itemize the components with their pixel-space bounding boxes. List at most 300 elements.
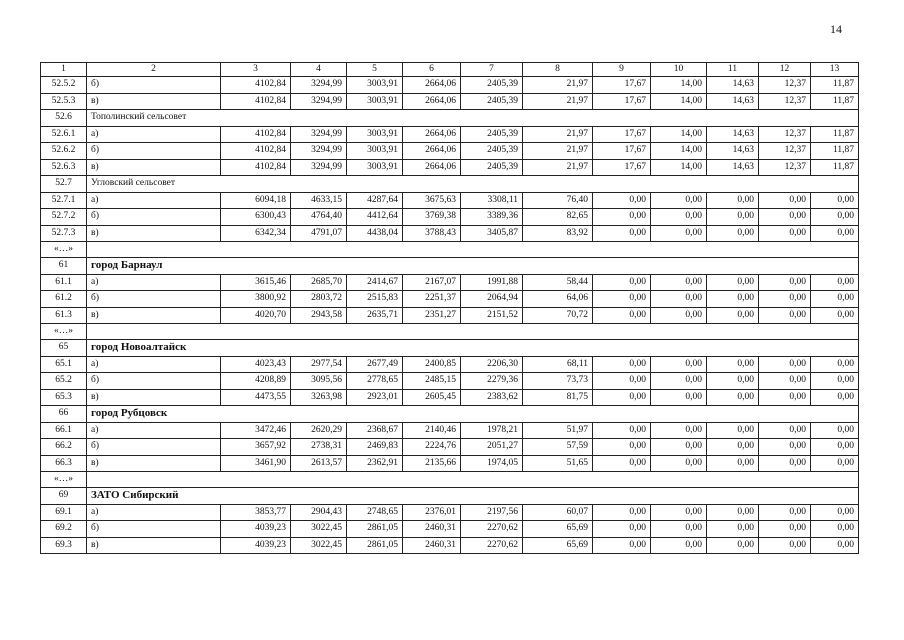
value-cell: 81,75 <box>523 389 593 406</box>
value-cell: 2405,39 <box>461 126 523 143</box>
value-cell: 0,00 <box>593 356 651 373</box>
value-cell: 0,00 <box>651 274 707 291</box>
row-code: 66.2 <box>41 439 87 456</box>
value-cell: 0,00 <box>593 209 651 226</box>
row-code: 52.6.3 <box>41 159 87 176</box>
ellipsis-mark: «…» <box>41 242 87 258</box>
section-code: 52.7 <box>41 176 87 193</box>
value-cell: 21,97 <box>523 159 593 176</box>
value-cell: 17,67 <box>593 126 651 143</box>
section-name: город Новоалтайск <box>87 340 859 357</box>
section-row <box>41 340 859 357</box>
value-cell: 2469,83 <box>347 439 403 456</box>
row-subitem: а) <box>87 422 221 439</box>
value-cell: 4764,40 <box>291 209 347 226</box>
value-cell: 0,00 <box>651 192 707 209</box>
header-cell: 5 <box>347 63 403 77</box>
table-row <box>41 373 859 390</box>
value-cell: 12,37 <box>759 159 811 176</box>
value-cell: 4102,84 <box>221 93 291 110</box>
value-cell: 14,00 <box>651 93 707 110</box>
row-code: 52.6.2 <box>41 143 87 160</box>
value-cell: 3294,99 <box>291 143 347 160</box>
value-cell: 0,00 <box>759 225 811 242</box>
value-cell: 0,00 <box>759 274 811 291</box>
value-cell: 64,06 <box>523 291 593 308</box>
value-cell: 14,63 <box>707 77 759 94</box>
value-cell: 0,00 <box>593 291 651 308</box>
value-cell: 0,00 <box>651 373 707 390</box>
value-cell: 6094,18 <box>221 192 291 209</box>
value-cell: 0,00 <box>759 537 811 554</box>
value-cell: 0,00 <box>811 307 859 324</box>
value-cell: 2376,01 <box>403 504 461 521</box>
value-cell: 17,67 <box>593 143 651 160</box>
value-cell: 0,00 <box>811 389 859 406</box>
value-cell: 0,00 <box>759 422 811 439</box>
table-row <box>41 521 859 538</box>
header-cell: 7 <box>461 63 523 77</box>
table-row <box>41 504 859 521</box>
value-cell: 0,00 <box>651 209 707 226</box>
value-cell: 4020,70 <box>221 307 291 324</box>
section-name: город Рубцовск <box>87 406 859 423</box>
table-row <box>41 225 859 242</box>
value-cell: 3095,56 <box>291 373 347 390</box>
value-cell: 0,00 <box>593 274 651 291</box>
value-cell: 3003,91 <box>347 143 403 160</box>
value-cell: 0,00 <box>651 389 707 406</box>
value-cell: 3853,77 <box>221 504 291 521</box>
value-cell: 2861,05 <box>347 537 403 554</box>
row-subitem: в) <box>87 225 221 242</box>
value-cell: 0,00 <box>811 537 859 554</box>
value-cell: 1974,05 <box>461 455 523 472</box>
value-cell: 3003,91 <box>347 93 403 110</box>
row-code: 65.1 <box>41 356 87 373</box>
value-cell: 3308,11 <box>461 192 523 209</box>
header-cell: 12 <box>759 63 811 77</box>
value-cell: 0,00 <box>811 356 859 373</box>
value-cell: 2635,71 <box>347 307 403 324</box>
value-cell: 0,00 <box>811 291 859 308</box>
value-cell: 4438,04 <box>347 225 403 242</box>
value-cell: 3800,92 <box>221 291 291 308</box>
header-cell: 6 <box>403 63 461 77</box>
value-cell: 0,00 <box>707 422 759 439</box>
section-row <box>41 258 859 275</box>
value-cell: 0,00 <box>593 439 651 456</box>
value-cell: 0,00 <box>651 504 707 521</box>
row-subitem: б) <box>87 143 221 160</box>
value-cell: 3003,91 <box>347 159 403 176</box>
value-cell: 2351,27 <box>403 307 461 324</box>
value-cell: 4791,07 <box>291 225 347 242</box>
header-cell: 4 <box>291 63 347 77</box>
row-code: 52.6.1 <box>41 126 87 143</box>
value-cell: 3657,92 <box>221 439 291 456</box>
value-cell: 0,00 <box>811 521 859 538</box>
row-code: 69.1 <box>41 504 87 521</box>
section-code: 61 <box>41 258 87 275</box>
value-cell: 4102,84 <box>221 77 291 94</box>
value-cell: 0,00 <box>593 521 651 538</box>
value-cell: 4023,43 <box>221 356 291 373</box>
row-subitem: в) <box>87 537 221 554</box>
value-cell: 51,97 <box>523 422 593 439</box>
value-cell: 14,00 <box>651 159 707 176</box>
row-code: 65.3 <box>41 389 87 406</box>
value-cell: 17,67 <box>593 159 651 176</box>
value-cell: 21,97 <box>523 126 593 143</box>
value-cell: 4633,15 <box>291 192 347 209</box>
value-cell: 1978,21 <box>461 422 523 439</box>
table-row <box>41 143 859 160</box>
value-cell: 0,00 <box>707 373 759 390</box>
ellipsis-mark: «…» <box>41 324 87 340</box>
row-subitem: в) <box>87 455 221 472</box>
row-code: 61.1 <box>41 274 87 291</box>
value-cell: 4039,23 <box>221 537 291 554</box>
row-subitem: а) <box>87 504 221 521</box>
value-cell: 0,00 <box>759 521 811 538</box>
value-cell: 70,72 <box>523 307 593 324</box>
value-cell: 0,00 <box>707 521 759 538</box>
value-cell: 12,37 <box>759 77 811 94</box>
value-cell: 2738,31 <box>291 439 347 456</box>
table-row <box>41 455 859 472</box>
value-cell: 0,00 <box>651 521 707 538</box>
value-cell: 60,07 <box>523 504 593 521</box>
ellipsis-filler <box>87 242 859 258</box>
value-cell: 0,00 <box>593 504 651 521</box>
value-cell: 0,00 <box>593 373 651 390</box>
section-code: 69 <box>41 488 87 505</box>
value-cell: 2460,31 <box>403 537 461 554</box>
row-code: 52.7.2 <box>41 209 87 226</box>
value-cell: 57,59 <box>523 439 593 456</box>
value-cell: 0,00 <box>811 455 859 472</box>
row-subitem: в) <box>87 389 221 406</box>
value-cell: 2151,52 <box>461 307 523 324</box>
row-subitem: а) <box>87 356 221 373</box>
row-subitem: а) <box>87 126 221 143</box>
value-cell: 0,00 <box>759 192 811 209</box>
value-cell: 4039,23 <box>221 521 291 538</box>
section-row <box>41 406 859 423</box>
header-cell: 1 <box>41 63 87 77</box>
value-cell: 3615,46 <box>221 274 291 291</box>
table-row <box>41 274 859 291</box>
value-cell: 3294,99 <box>291 77 347 94</box>
row-subitem: б) <box>87 373 221 390</box>
section-code: 65 <box>41 340 87 357</box>
value-cell: 0,00 <box>593 192 651 209</box>
value-cell: 0,00 <box>707 192 759 209</box>
value-cell: 4412,64 <box>347 209 403 226</box>
value-cell: 2605,45 <box>403 389 461 406</box>
row-subitem: б) <box>87 209 221 226</box>
value-cell: 0,00 <box>707 307 759 324</box>
value-cell: 0,00 <box>651 422 707 439</box>
row-code: 61.3 <box>41 307 87 324</box>
value-cell: 2460,31 <box>403 521 461 538</box>
value-cell: 2362,91 <box>347 455 403 472</box>
value-cell: 12,37 <box>759 126 811 143</box>
tariff-table <box>40 62 859 554</box>
table-row <box>41 307 859 324</box>
value-cell: 0,00 <box>593 537 651 554</box>
value-cell: 2206,30 <box>461 356 523 373</box>
value-cell: 0,00 <box>593 389 651 406</box>
section-row <box>41 176 859 193</box>
value-cell: 73,73 <box>523 373 593 390</box>
value-cell: 0,00 <box>593 225 651 242</box>
value-cell: 0,00 <box>707 209 759 226</box>
value-cell: 0,00 <box>759 455 811 472</box>
value-cell: 0,00 <box>707 225 759 242</box>
value-cell: 0,00 <box>759 291 811 308</box>
value-cell: 68,11 <box>523 356 593 373</box>
value-cell: 65,69 <box>523 521 593 538</box>
value-cell: 0,00 <box>707 537 759 554</box>
value-cell: 2685,70 <box>291 274 347 291</box>
value-cell: 0,00 <box>759 209 811 226</box>
value-cell: 0,00 <box>651 291 707 308</box>
value-cell: 1991,88 <box>461 274 523 291</box>
value-cell: 2803,72 <box>291 291 347 308</box>
value-cell: 21,97 <box>523 93 593 110</box>
value-cell: 2923,01 <box>347 389 403 406</box>
section-code: 66 <box>41 406 87 423</box>
section-row <box>41 110 859 127</box>
page-number: 14 <box>830 22 842 36</box>
row-subitem: б) <box>87 439 221 456</box>
value-cell: 0,00 <box>811 209 859 226</box>
value-cell: 4473,55 <box>221 389 291 406</box>
value-cell: 11,87 <box>811 159 859 176</box>
value-cell: 0,00 <box>707 504 759 521</box>
value-cell: 2613,57 <box>291 455 347 472</box>
value-cell: 3405,87 <box>461 225 523 242</box>
value-cell: 0,00 <box>811 439 859 456</box>
value-cell: 4102,84 <box>221 126 291 143</box>
row-code: 52.7.1 <box>41 192 87 209</box>
value-cell: 14,00 <box>651 143 707 160</box>
header-cell: 8 <box>523 63 593 77</box>
section-row <box>41 488 859 505</box>
section-code: 52.6 <box>41 110 87 127</box>
value-cell: 2251,37 <box>403 291 461 308</box>
value-cell: 2664,06 <box>403 126 461 143</box>
value-cell: 4102,84 <box>221 143 291 160</box>
value-cell: 0,00 <box>651 439 707 456</box>
value-cell: 0,00 <box>759 356 811 373</box>
value-cell: 0,00 <box>759 389 811 406</box>
table-row <box>41 422 859 439</box>
value-cell: 2051,27 <box>461 439 523 456</box>
value-cell: 6300,43 <box>221 209 291 226</box>
row-subitem: а) <box>87 192 221 209</box>
value-cell: 4102,84 <box>221 159 291 176</box>
ellipsis-filler <box>87 324 859 340</box>
value-cell: 3769,38 <box>403 209 461 226</box>
value-cell: 2778,65 <box>347 373 403 390</box>
table-row <box>41 192 859 209</box>
value-cell: 11,87 <box>811 126 859 143</box>
value-cell: 0,00 <box>811 274 859 291</box>
value-cell: 0,00 <box>707 356 759 373</box>
row-code: 61.2 <box>41 291 87 308</box>
row-code: 69.2 <box>41 521 87 538</box>
value-cell: 2748,65 <box>347 504 403 521</box>
table-row <box>41 356 859 373</box>
value-cell: 14,00 <box>651 126 707 143</box>
value-cell: 17,67 <box>593 77 651 94</box>
ellipsis-row <box>41 324 859 340</box>
value-cell: 14,63 <box>707 93 759 110</box>
row-subitem: в) <box>87 159 221 176</box>
value-cell: 2904,43 <box>291 504 347 521</box>
value-cell: 0,00 <box>811 373 859 390</box>
value-cell: 2368,67 <box>347 422 403 439</box>
header-cell: 2 <box>87 63 221 77</box>
table-row <box>41 77 859 94</box>
ellipsis-filler <box>87 472 859 488</box>
value-cell: 65,69 <box>523 537 593 554</box>
ellipsis-row <box>41 472 859 488</box>
header-row <box>41 63 859 77</box>
value-cell: 3472,46 <box>221 422 291 439</box>
value-cell: 3022,45 <box>291 521 347 538</box>
value-cell: 82,65 <box>523 209 593 226</box>
value-cell: 76,40 <box>523 192 593 209</box>
value-cell: 11,87 <box>811 93 859 110</box>
value-cell: 0,00 <box>707 291 759 308</box>
value-cell: 0,00 <box>593 307 651 324</box>
value-cell: 0,00 <box>651 307 707 324</box>
value-cell: 2485,15 <box>403 373 461 390</box>
value-cell: 2414,67 <box>347 274 403 291</box>
value-cell: 0,00 <box>759 307 811 324</box>
value-cell: 11,87 <box>811 143 859 160</box>
row-code: 52.5.2 <box>41 77 87 94</box>
value-cell: 2405,39 <box>461 143 523 160</box>
value-cell: 2167,07 <box>403 274 461 291</box>
value-cell: 12,37 <box>759 143 811 160</box>
row-code: 52.7.3 <box>41 225 87 242</box>
value-cell: 2515,83 <box>347 291 403 308</box>
row-subitem: а) <box>87 274 221 291</box>
value-cell: 3389,36 <box>461 209 523 226</box>
value-cell: 2943,58 <box>291 307 347 324</box>
value-cell: 21,97 <box>523 143 593 160</box>
value-cell: 21,97 <box>523 77 593 94</box>
value-cell: 3263,98 <box>291 389 347 406</box>
value-cell: 17,67 <box>593 93 651 110</box>
value-cell: 0,00 <box>811 192 859 209</box>
value-cell: 4208,89 <box>221 373 291 390</box>
value-cell: 2677,49 <box>347 356 403 373</box>
table-body <box>41 63 859 554</box>
value-cell: 2279,36 <box>461 373 523 390</box>
header-cell: 10 <box>651 63 707 77</box>
value-cell: 58,44 <box>523 274 593 291</box>
section-name: ЗАТО Сибирский <box>87 488 859 505</box>
row-code: 65.2 <box>41 373 87 390</box>
value-cell: 3461,90 <box>221 455 291 472</box>
value-cell: 4287,64 <box>347 192 403 209</box>
table-row <box>41 209 859 226</box>
value-cell: 0,00 <box>759 504 811 521</box>
value-cell: 0,00 <box>707 439 759 456</box>
row-code: 52.5.3 <box>41 93 87 110</box>
section-name: Угловский сельсовет <box>87 176 859 193</box>
value-cell: 3022,45 <box>291 537 347 554</box>
header-cell: 3 <box>221 63 291 77</box>
value-cell: 0,00 <box>811 422 859 439</box>
value-cell: 2861,05 <box>347 521 403 538</box>
value-cell: 0,00 <box>759 439 811 456</box>
value-cell: 2383,62 <box>461 389 523 406</box>
value-cell: 2140,46 <box>403 422 461 439</box>
value-cell: 14,63 <box>707 159 759 176</box>
row-code: 69.3 <box>41 537 87 554</box>
value-cell: 0,00 <box>811 504 859 521</box>
table-row <box>41 537 859 554</box>
value-cell: 2405,39 <box>461 159 523 176</box>
value-cell: 2135,66 <box>403 455 461 472</box>
header-cell: 11 <box>707 63 759 77</box>
value-cell: 3003,91 <box>347 126 403 143</box>
value-cell: 2405,39 <box>461 77 523 94</box>
value-cell: 11,87 <box>811 77 859 94</box>
value-cell: 14,63 <box>707 126 759 143</box>
row-subitem: в) <box>87 93 221 110</box>
value-cell: 2664,06 <box>403 93 461 110</box>
value-cell: 0,00 <box>593 422 651 439</box>
value-cell: 2977,54 <box>291 356 347 373</box>
row-code: 66.3 <box>41 455 87 472</box>
row-subitem: б) <box>87 521 221 538</box>
header-cell: 9 <box>593 63 651 77</box>
section-name: Тополинский сельсовет <box>87 110 859 127</box>
value-cell: 0,00 <box>651 455 707 472</box>
value-cell: 51,65 <box>523 455 593 472</box>
value-cell: 14,00 <box>651 77 707 94</box>
value-cell: 3788,43 <box>403 225 461 242</box>
value-cell: 3294,99 <box>291 93 347 110</box>
value-cell: 3294,99 <box>291 159 347 176</box>
row-subitem: б) <box>87 291 221 308</box>
value-cell: 2400,85 <box>403 356 461 373</box>
value-cell: 0,00 <box>651 356 707 373</box>
value-cell: 3294,99 <box>291 126 347 143</box>
table-row <box>41 126 859 143</box>
value-cell: 3675,63 <box>403 192 461 209</box>
table-row <box>41 159 859 176</box>
value-cell: 2064,94 <box>461 291 523 308</box>
value-cell: 2664,06 <box>403 143 461 160</box>
value-cell: 2224,76 <box>403 439 461 456</box>
table-row <box>41 389 859 406</box>
ellipsis-row <box>41 242 859 258</box>
table-row <box>41 439 859 456</box>
value-cell: 0,00 <box>707 389 759 406</box>
value-cell: 0,00 <box>707 455 759 472</box>
row-subitem: в) <box>87 307 221 324</box>
value-cell: 0,00 <box>811 225 859 242</box>
